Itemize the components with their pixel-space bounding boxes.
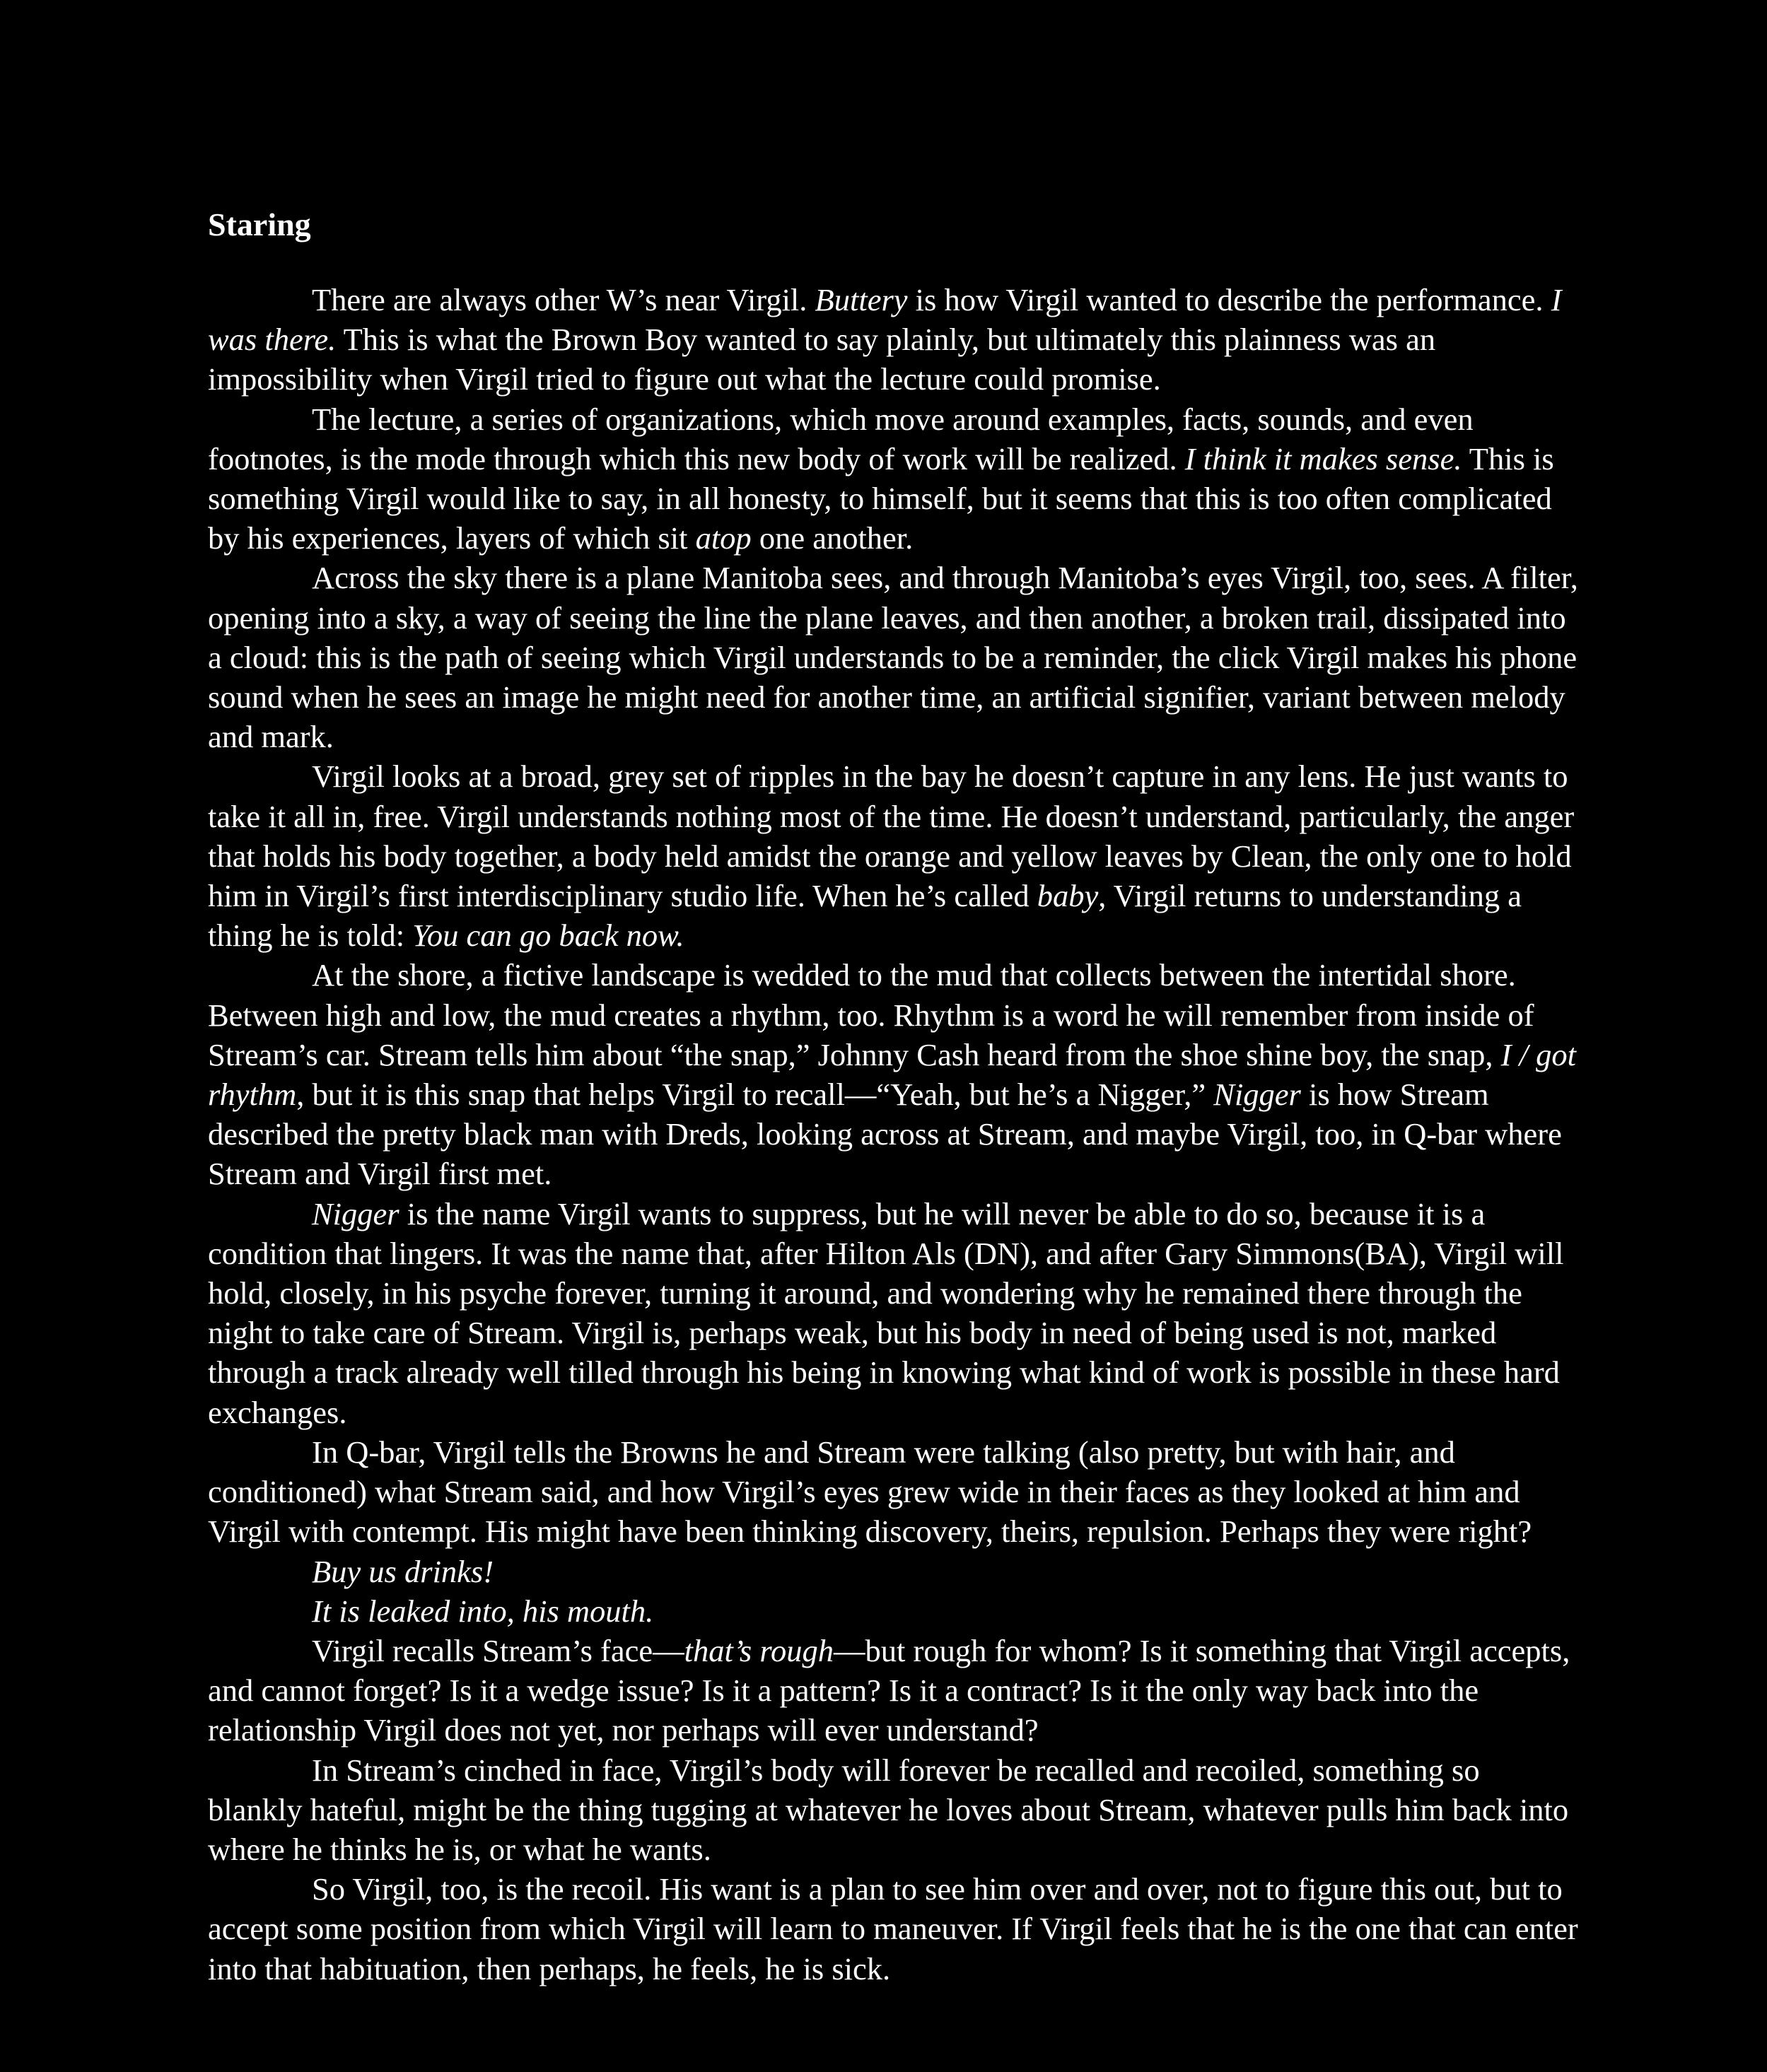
text-run: Virgil recalls Stream’s face— <box>312 1632 684 1668</box>
paragraph <box>208 1552 1580 1591</box>
paragraph <box>208 1869 1580 1989</box>
italic-text-run: atop <box>695 520 752 556</box>
italic-text-run: Nigger <box>312 1195 400 1231</box>
text-run: one another. <box>751 520 914 556</box>
paragraph <box>208 1194 1580 1432</box>
paragraph <box>208 955 1580 1193</box>
text-run: is how Virgil wanted to describe the performance. <box>907 282 1551 317</box>
text-run: Virgil looks at a broad, grey set of ripples in the bay he doesn’t capture in any lens. He just wants to take it all in, free. Virgil understands nothing most of the time. He doesn’t understand, particularly, the anger that holds his body together, a body held amidst the orange and yellow leaves by Clean, the only one to hold him in Virgil’s first interdisciplinary studio life. When he’s called <box>208 759 1575 914</box>
italic-text-run: I / got rhythm <box>208 1036 1576 1113</box>
italic-text-run: You can go back now. <box>412 918 684 954</box>
text-run: Across the sky there is a plane Manitoba sees, and through Manitoba’s eyes Virgil, too, sees. A filter, opening into a sky, a way of seeing the line the plane leaves, and then another, a broken trail, dissipated into a cloud: this is the path of seeing which Virgil understands to be a reminder, the click Virgil makes his phone sound when he sees an image he might need for another time, an artificial signifier, variant between melody and mark. <box>208 560 1578 755</box>
text-run: —but rough for whom? Is it something that Virgil accepts, and cannot forget? Is it a wedge issue? Is it a pattern? Is it a contract? Is it the only way back into the relationship Virgil does not yet, nor perhaps will ever understand? <box>208 1632 1570 1748</box>
italic-text-run: I was there. <box>208 282 1562 358</box>
text-run: This is something Virgil would like to say, in all honesty, to himself, but it seems that this is too often complicated by his experiences, layers of which sit <box>208 440 1554 556</box>
paragraph <box>208 756 1580 955</box>
paragraph <box>208 558 1580 756</box>
text-run: At the shore, a fictive landscape is wedded to the mud that collects between the intertidal shore. Between high and low, the mud creates a rhythm, too. Rhythm is a word he will remember from inside of Stream’s car. Stream tells him about “the snap,” Johnny Cash heard from the shoe shine boy, the snap, <box>208 957 1534 1072</box>
text-run: This is what the Brown Boy wanted to say plainly, but ultimately this plainness was an impossibility when Virgil tried to figure out what the lecture could promise. <box>208 322 1436 397</box>
text-run: , but it is this snap that helps Virgil to recall—“Yeah, but he’s a Nigger,” <box>296 1077 1214 1113</box>
text-run: In Q-bar, Virgil tells the Browns he and Stream were talking (also pretty, but with hair, and conditioned) what Stream said, and how Virgil’s eyes grew wide in their faces as they looked at him and Virgil with contempt. His might have been thinking discovery, theirs, repulsion. Perhaps they were right? <box>208 1434 1532 1550</box>
italic-text-run: Nigger <box>1213 1077 1301 1113</box>
paragraph <box>208 1750 1580 1870</box>
text-run: is how Stream described the pretty black man with Dreds, looking across at Stream, and maybe Virgil, too, in Q-bar where Stream and Virgil first met. <box>208 1077 1562 1192</box>
paragraph <box>208 1432 1580 1552</box>
text-run: The lecture, a series of organizations, which move around examples, facts, sounds, and even footnotes, is the mode through which this new body of work will be realized. <box>208 401 1474 476</box>
text-run: In Stream’s cinched in face, Virgil’s body will forever be recalled and recoiled, something so blankly hateful, might be the thing tugging at whatever he loves about Stream, whatever pulls him back into where he thinks he is, or what he wants. <box>208 1752 1569 1867</box>
document-title: Staring <box>208 206 311 242</box>
paragraph <box>208 399 1580 558</box>
text-run: So Virgil, too, is the recoil. His want is a plan to see him over and over, not to figure this out, but to accept some position from which Virgil will learn to maneuver. If Virgil feels that he is the one that can enter into that habituation, then perhaps, he feels, he is sick. <box>208 1871 1578 1986</box>
italic-text-run: baby <box>1037 878 1099 914</box>
paragraph <box>208 1631 1580 1750</box>
italic-text-run: I think it makes sense. <box>1184 440 1462 476</box>
italic-text-run: that’s rough <box>684 1632 834 1668</box>
italic-text-run: It is leaked into, his mouth. <box>312 1593 654 1629</box>
text-run: , Virgil returns to understanding a thing he is told: <box>208 878 1522 954</box>
paragraph <box>208 280 1580 399</box>
text-run: is the name Virgil wants to suppress, but he will never be able to do so, because it is a condition that lingers. It was the name that, after Hilton Als (DN), and after Gary Simmons(BA), Virgil will hold, closely, in his psyche forever, turning it around, and wondering why he remained there through the night to take care of Stream. Virgil is, perhaps weak, but his body in need of being used is not, marked through a track already well tilled through his being in knowing what kind of work is possible in these hard exchanges. <box>208 1195 1564 1430</box>
document-page <box>208 205 1580 1989</box>
italic-text-run: Buttery <box>815 282 908 317</box>
document-body <box>208 280 1580 1989</box>
text-run: There are always other W’s near Virgil. <box>312 282 815 317</box>
paragraph <box>208 1591 1580 1631</box>
italic-text-run: Buy us drinks! <box>312 1553 494 1589</box>
